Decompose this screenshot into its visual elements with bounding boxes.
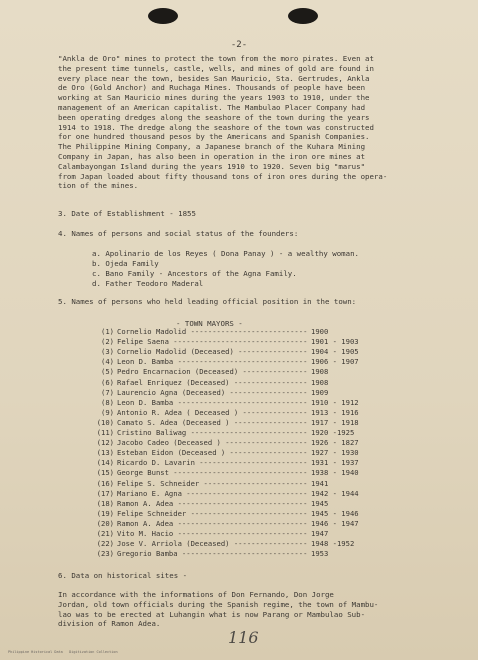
mayor-years: 1906 - 1907	[311, 357, 359, 367]
mayor-row	[96, 387, 329, 399]
section-6-heading: 6. Data on historical sites -	[58, 571, 188, 580]
mayor-number: (3)	[101, 347, 114, 357]
mayor-row	[96, 478, 329, 490]
leader-dashes: ------------------------------	[177, 498, 308, 508]
binder-hole-left	[148, 8, 178, 24]
mayor-row	[96, 428, 355, 439]
mayor-years: 1901 - 1903	[311, 337, 359, 347]
mayor-number: (1)	[101, 327, 114, 336]
footer-text: Philippine Historical Data Digitization Collection	[8, 650, 118, 654]
mayor-name: Vito M. Hacio	[117, 529, 178, 538]
mayor-number: (8)	[101, 397, 114, 407]
section-6-paragraph: In accordance with the informations of Don Fernando, Don Jorge Jordan, old town officials during the Spanish regime, the town of Mambu- lao was to be erected at Luhangin what is now Parang or Mambulao Sub- division of Ramon Adea.	[58, 590, 379, 629]
leader-dashes: ----------------------------	[186, 488, 308, 498]
mayor-number: (22)	[96, 539, 114, 549]
mayor-name: Antonio R. Adea ( Deceased )	[117, 407, 243, 417]
binder-hole-right	[288, 8, 318, 24]
mayor-row	[96, 438, 359, 449]
founder-item: a. Apolinario de los Reyes ( Dona Panay ) - a wealthy woman.	[92, 249, 359, 258]
mayor-number: (15)	[96, 468, 114, 478]
mayor-years: 1948 -1952	[311, 539, 355, 549]
mayor-years: 1910 - 1912	[311, 397, 359, 407]
mayor-years: 1942 - 1944	[311, 488, 359, 498]
mayor-name: Felipe Schneider	[117, 508, 191, 518]
mayor-years: 1945 - 1946	[311, 508, 359, 518]
section-4-heading: 4. Names of persons and social status of the founders:	[58, 229, 299, 238]
leader-dashes: ---------------------------	[190, 508, 308, 518]
mayor-years: 1953	[311, 549, 329, 559]
mayor-row	[96, 448, 359, 459]
mayor-number: (11)	[96, 428, 114, 437]
mayor-years: 1904 - 1905	[311, 347, 359, 357]
section-3-date-of-establishment: 3. Date of Establishment - 1855	[58, 209, 196, 218]
mayor-years: 1938 - 1940	[311, 468, 359, 478]
mayor-name: Felipe Saena	[117, 337, 174, 347]
mayor-years: 1946 - 1947	[311, 518, 359, 528]
mayor-number: (5)	[101, 367, 114, 377]
mayor-years: 1947	[311, 529, 329, 538]
leader-dashes: ----------------	[238, 347, 308, 357]
mayor-row	[96, 377, 329, 389]
mayor-row	[96, 417, 359, 429]
mayor-number: (19)	[96, 508, 114, 518]
mayor-number: (12)	[96, 438, 114, 448]
leader-dashes: -----------------	[233, 417, 308, 427]
mayor-number: (16)	[96, 478, 114, 488]
mayor-years: 1926 - 1827	[311, 438, 359, 448]
mayor-years: 1909	[311, 387, 329, 397]
mayor-name: Ricardo D. Lavarin	[117, 458, 200, 468]
mayor-name: Esteban Eidon (Deceased )	[117, 448, 230, 458]
mayor-row	[96, 407, 359, 419]
leader-dashes: -----------------	[233, 377, 308, 387]
mayor-name: Cornelio Madolid (Deceased)	[117, 347, 239, 357]
leader-dashes: -------------------------	[199, 458, 308, 468]
mayor-row	[96, 327, 329, 338]
founder-item: b. Ojeda Family	[92, 259, 159, 268]
mayor-number: (20)	[96, 518, 114, 528]
mayor-name: Jacobo Cadeo (Deceased )	[117, 438, 226, 448]
founder-item: c. Bano Family - Ancestors of the Agna Family.	[92, 269, 297, 278]
page-number: -2-	[230, 40, 248, 50]
mayor-name: Gregorio Bamba	[117, 549, 182, 559]
leader-dashes: -----------------------------	[181, 549, 308, 559]
section-5-heading: 5. Names of persons who held leading official position in the town:	[58, 297, 357, 306]
mayor-row	[96, 529, 329, 540]
mayor-row	[96, 508, 359, 520]
mayor-name: Pedro Encarnacion (Deceased)	[117, 367, 243, 377]
mayor-number: (6)	[101, 377, 114, 387]
mayor-name: Leon D. Bamba	[117, 397, 178, 407]
mayor-row	[96, 458, 359, 469]
mayor-name: Jose V. Arriola (Deceased)	[117, 539, 234, 549]
mayor-number: (2)	[101, 337, 114, 347]
mayor-name: Ramon A. Adea	[117, 518, 178, 528]
leader-dashes: -------------------------------	[173, 468, 308, 478]
mayor-years: 1920 -1925	[311, 428, 355, 437]
leader-dashes: ------------------	[229, 387, 308, 397]
leader-dashes: -------------------	[225, 438, 308, 448]
mayor-years: 1927 - 1930	[311, 448, 359, 458]
mayor-number: (10)	[96, 417, 114, 427]
mayor-years: 1908	[311, 377, 329, 387]
mayor-name: Felipe S. Schneider	[117, 478, 204, 488]
leader-dashes: -------------------------------	[173, 337, 308, 347]
mayor-years: 1908	[311, 367, 329, 377]
mayor-row	[96, 518, 359, 530]
leader-dashes: ------------------------------	[177, 397, 308, 407]
leader-dashes: -----------------	[233, 539, 308, 549]
leader-dashes: ------------------------------	[177, 357, 308, 367]
mayor-years: 1931 - 1937	[311, 458, 359, 468]
mayor-row	[96, 347, 359, 358]
mayor-name: Leon D. Bamba	[117, 357, 178, 367]
mayor-name: Rafael Enriquez (Deceased)	[117, 377, 234, 387]
leader-dashes: ---------------------------	[190, 428, 308, 437]
mayor-years: 1941	[311, 478, 329, 488]
leader-dashes: ------------------------------	[177, 529, 308, 538]
mayor-name: Laurencio Agna (Deceased)	[117, 387, 230, 397]
mayor-name: Cornelio Madolid	[117, 327, 191, 336]
leader-dashes: ------------------------	[203, 478, 308, 488]
mayor-number: (18)	[96, 498, 114, 508]
intro-paragraph: "Ankla de Oro" mines to protect the town from the moro pirates. Even at the present time tunnels, castle, wells, and mines of gold are found in every place near the town, besides San Mauricio, Sta. Gertrudes, Ankla de Oro (Gold Anchor) and Ruchaga Mines. Thousands of people have been working at San Mauricio mines during the years 1903 to 1910, under the management of an American capitalist. The Mambulao Placer Company had been operating dredges along the seashore of the town during the years 1914 to 1918. The dredge along the seashore of the town was constructed for one hundred thousand pesos by the Americans and Spanish Companies. The Philippine Mining Company, a Japanese branch of the Kuhara Mining Company in Japan, has also been in operation in the iron ore mines at Calambayongan Island during the years 1910 to 1920. Seven big "marus" from Japan loaded about fifty thousand tons of iron ores during the opera- tion of the mines.	[58, 54, 388, 191]
mayor-name: Ramon A. Adea	[117, 498, 178, 508]
mayor-row	[96, 397, 359, 409]
handwritten-page-number: 116	[228, 628, 259, 647]
mayor-name: Camato S. Adea (Deceased )	[117, 417, 234, 427]
mayor-number: (14)	[96, 458, 114, 468]
mayor-number: (4)	[101, 357, 114, 367]
leader-dashes: ---------------	[242, 367, 308, 377]
mayor-years: 1913 - 1916	[311, 407, 359, 417]
leader-dashes: ---------------	[242, 407, 308, 417]
town-mayors-subheading: - TOWN MAYORS -	[176, 319, 243, 328]
mayor-row	[96, 337, 359, 348]
mayor-number: (21)	[96, 529, 114, 538]
mayor-row	[96, 357, 359, 368]
mayor-name: George Bunst	[117, 468, 174, 478]
mayor-row	[96, 488, 359, 500]
mayor-number: (9)	[101, 407, 114, 417]
mayor-row	[96, 367, 329, 378]
mayor-row	[96, 549, 329, 560]
mayor-row	[96, 468, 359, 479]
leader-dashes: ------------------------------	[177, 518, 308, 528]
mayor-number: (17)	[96, 488, 114, 498]
mayor-name: Cristino Baliwag	[117, 428, 191, 437]
mayor-number: (13)	[96, 448, 114, 458]
mayor-row	[96, 498, 329, 510]
mayor-years: 1945	[311, 498, 329, 508]
mayor-number: (7)	[101, 387, 114, 397]
mayor-years: 1900	[311, 327, 329, 336]
leader-dashes: ---------------------------	[190, 327, 308, 336]
leader-dashes: ------------------	[229, 448, 308, 458]
mayor-row	[96, 539, 355, 550]
mayor-number: (23)	[96, 549, 114, 559]
founder-item: d. Father Teodoro Maderal	[92, 279, 204, 288]
mayor-years: 1917 - 1918	[311, 417, 359, 427]
mayor-name: Mariano E. Agna	[117, 488, 187, 498]
